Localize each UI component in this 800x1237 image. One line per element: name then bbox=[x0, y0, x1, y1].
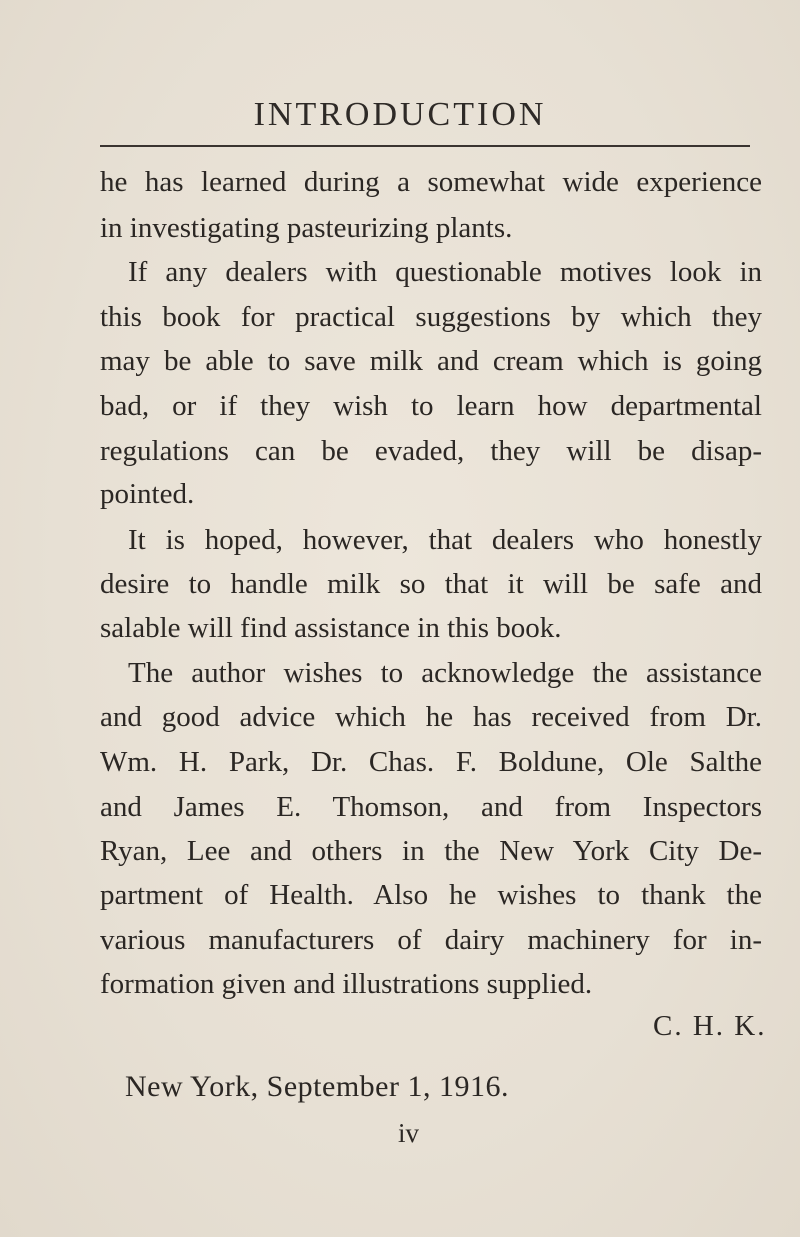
author-initials: C. H. K. bbox=[653, 1010, 767, 1042]
text-line: Ryan, Lee and others in the New York City De- bbox=[100, 835, 762, 867]
page-number: iv bbox=[398, 1118, 420, 1148]
text-line: and good advice which he has received from Dr. bbox=[100, 701, 762, 733]
dateline: New York, September 1, 1916. bbox=[125, 1070, 509, 1103]
heading-rule bbox=[100, 145, 750, 147]
text-line: various manufacturers of dairy machinery for in- bbox=[100, 924, 762, 956]
text-line: If any dealers with questionable motives look in bbox=[128, 256, 762, 288]
text-line: It is hoped, however, that dealers who honestly bbox=[128, 524, 762, 556]
text-line: he has learned during a somewhat wide experience bbox=[100, 166, 762, 198]
text-line: in investigating pasteurizing plants. bbox=[100, 212, 513, 244]
text-line: formation given and illustrations supplied. bbox=[100, 968, 593, 1000]
text-line: regulations can be evaded, they will be disap- bbox=[100, 435, 762, 467]
page-heading: INTRODUCTION bbox=[253, 96, 547, 133]
text-line: partment of Health. Also he wishes to thank the bbox=[100, 879, 762, 911]
text-line: this book for practical suggestions by which they bbox=[100, 301, 762, 333]
text-line: Wm. H. Park, Dr. Chas. F. Boldune, Ole Salthe bbox=[100, 746, 762, 778]
text-line: pointed. bbox=[100, 478, 195, 510]
text-line: and James E. Thomson, and from Inspectors bbox=[100, 791, 762, 823]
text-line: desire to handle milk so that it will be safe and bbox=[100, 568, 762, 600]
text-line: The author wishes to acknowledge the assistance bbox=[128, 657, 762, 689]
text-line: may be able to save milk and cream which is going bbox=[100, 345, 762, 377]
text-line: salable will find assistance in this book. bbox=[100, 612, 562, 644]
text-line: bad, or if they wish to learn how departmental bbox=[100, 390, 762, 422]
